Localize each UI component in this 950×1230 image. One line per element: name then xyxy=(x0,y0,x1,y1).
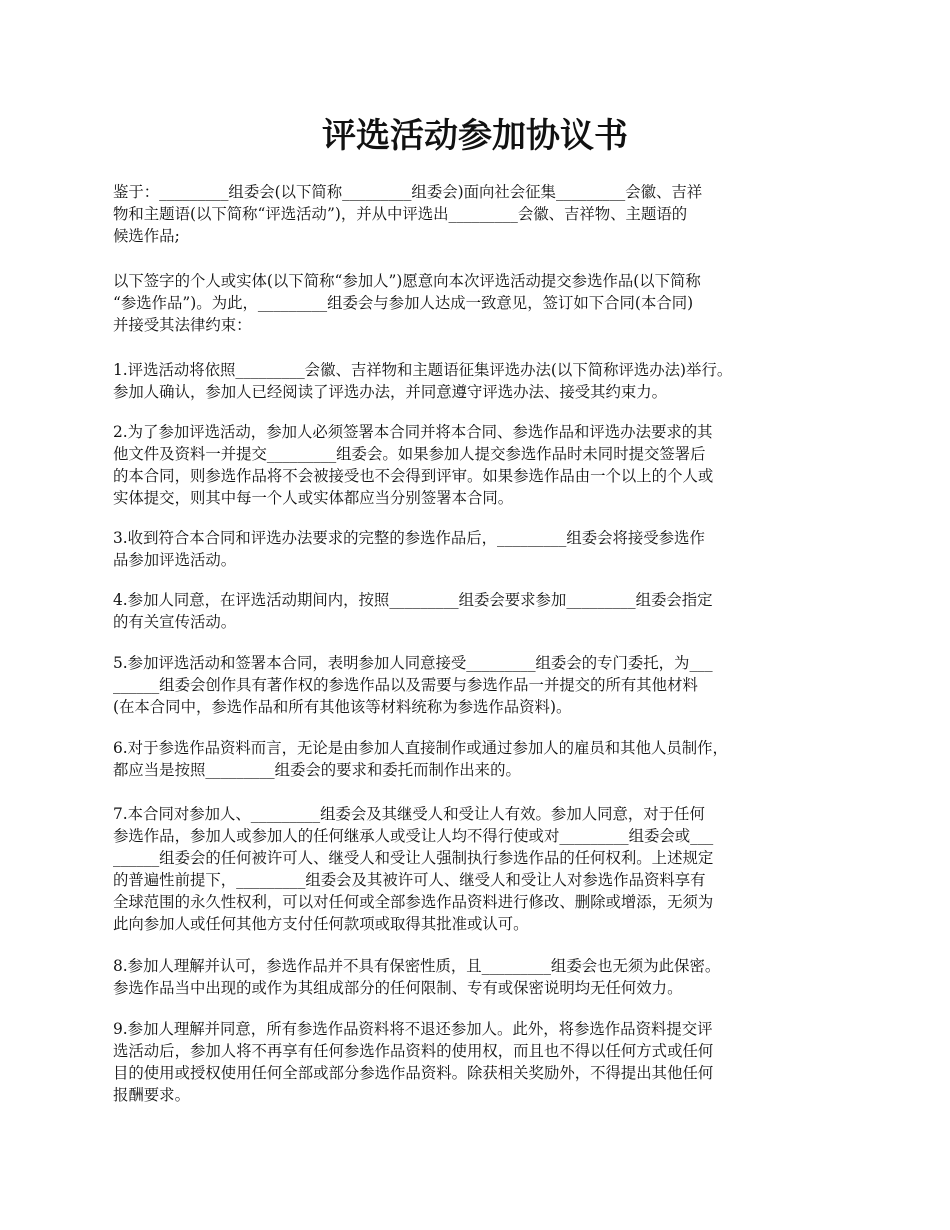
paragraph-intro xyxy=(113,270,701,336)
clause-4 xyxy=(113,589,713,633)
text-line: 候选作品; xyxy=(113,227,180,245)
text-line: 2.为了参加评选活动，参加人必须签署本合同并将本合同、参选作品和评选办法要求的其 xyxy=(113,423,713,441)
text-line: 实体提交，则其中每一个人或实体都应当分别签署本合同。 xyxy=(113,489,514,507)
text-line: 9.参加人理解并同意，所有参选作品资料将不退还参加人。此外，将参选作品资料提交评 xyxy=(113,1020,713,1038)
text-line: 鉴于：_________组委会(以下简称_________组委会)面向社会征集_________会徽、吉祥 xyxy=(113,183,703,201)
text-line: 报酬要求。 xyxy=(113,1086,190,1104)
text-line: “参选作品”)。为此，_________组委会与参加人达成一致意见，签订如下合同(本合同) xyxy=(113,294,694,312)
text-line: 的有关宣传活动。 xyxy=(113,613,237,631)
document-title: 评选活动参加协议书 xyxy=(322,116,628,156)
clause-1 xyxy=(113,359,732,403)
text-line: 此向参加人或任何其他方支付任何款项或取得其批准或认可。 xyxy=(113,915,529,933)
text-line: ______组委会创作具有著作权的参选作品以及需要与参选作品一并提交的所有其他材料 xyxy=(113,676,698,694)
clause-5 xyxy=(113,652,713,718)
text-line: 物和主题语(以下简称“评选活动”)，并从中评选出_________会徽、吉祥物、主题语的 xyxy=(113,205,688,223)
clause-6 xyxy=(113,737,728,781)
text-line: 都应当是按照_________组委会的要求和委托而制作出来的。 xyxy=(113,761,521,779)
text-line: 以下签字的个人或实体(以下简称“参加人”)愿意向本次评选活动提交参选作品(以下简称 xyxy=(113,272,701,290)
text-line: 5.参加评选活动和签署本合同，表明参加人同意接受_________组委会的专门委托，为___ xyxy=(113,654,713,672)
text-line: ______组委会的任何被许可人、继受人和受让人强制执行参选作品的任何权利。上述规定 xyxy=(113,849,714,867)
clause-8 xyxy=(113,955,720,999)
text-line: 的本合同，则参选作品将不会被接受也不会得到评审。如果参选作品由一个以上的个人或 xyxy=(113,467,714,485)
text-line: 8.参加人理解并认可，参选作品并不具有保密性质，且_________组委会也无须为此保密。 xyxy=(113,957,721,975)
text-line: 全球范围的永久性权利，可以对任何或全部参选作品资料进行修改、删除或增添，无须为 xyxy=(113,893,714,911)
clause-7 xyxy=(113,803,713,935)
text-line: (在本合同中，参选作品和所有其他该等材料统称为参选作品资料)。 xyxy=(113,698,572,716)
text-line: 目的使用或授权使用任何全部或部分参选作品资料。除获相关奖励外，不得提出其他任何 xyxy=(113,1064,714,1082)
clause-9 xyxy=(113,1018,713,1106)
text-line: 参选作品当中出现的或作为其组成部分的任何限制、专有或保密说明均无任何效力。 xyxy=(113,979,683,997)
paragraph-preamble xyxy=(113,181,702,247)
text-line: 7.本合同对参加人、_________组委会及其继受人和受让人有效。参加人同意，对于任何 xyxy=(113,805,705,823)
text-line: 3.收到符合本合同和评选办法要求的完整的参选作品后，_________组委会将接受参选作 xyxy=(113,529,705,547)
text-line: 6.对于参选作品资料而言，无论是由参加人直接制作或通过参加人的雇员和其他人员制作， xyxy=(113,739,728,757)
text-line: 并接受其法律约束： xyxy=(113,316,252,334)
text-line: 4.参加人同意，在评选活动期间内，按照_________组委会要求参加_________组委会指定 xyxy=(113,591,713,609)
clause-3 xyxy=(113,527,705,571)
text-line: 参加人确认，参加人已经阅读了评选办法，并同意遵守评选办法、接受其约束力。 xyxy=(113,383,668,401)
text-line: 选活动后，参加人将不再享有任何参选作品资料的使用权，而且也不得以任何方式或任何 xyxy=(113,1042,714,1060)
clause-2 xyxy=(113,421,713,509)
text-line: 参选作品，参加人或参加人的任何继承人或受让人均不得行使或对_________组委会或___ xyxy=(113,827,714,845)
text-line: 1.评选活动将依照_________会徽、吉祥物和主题语征集评选办法(以下简称评选办法)举行。 xyxy=(113,361,733,379)
text-line: 品参加评选活动。 xyxy=(113,551,237,569)
text-line: 的普遍性前提下，_________组委会及其被许可人、继受人和受让人对参选作品资料享有 xyxy=(113,871,706,889)
text-line: 他文件及资料一并提交_________组委会。如果参加人提交参选作品时未同时提交签署后 xyxy=(113,445,706,463)
